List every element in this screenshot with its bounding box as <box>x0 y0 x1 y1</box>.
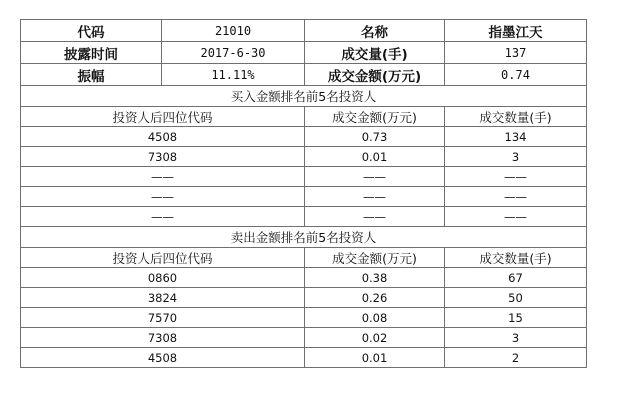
amount-cell: 0.38 <box>305 268 445 288</box>
amount-cell: —— <box>305 207 445 227</box>
sell-section-title-row <box>21 227 587 248</box>
quantity-cell: 3 <box>445 328 587 348</box>
amount-label: 成交金额(万元) <box>305 64 445 86</box>
table-row <box>21 288 587 308</box>
table-row <box>21 348 587 368</box>
column-header-quantity: 成交数量(手) <box>445 107 587 127</box>
table-row <box>21 328 587 348</box>
investor-code-cell: 4508 <box>21 348 305 368</box>
amount-cell: 0.26 <box>305 288 445 308</box>
table-row <box>21 268 587 288</box>
quantity-cell: 3 <box>445 147 587 167</box>
table-row <box>21 207 587 227</box>
header-row-date <box>21 42 587 64</box>
header-row-amplitude <box>21 64 587 86</box>
date-label: 披露时间 <box>21 42 162 64</box>
table-row <box>21 147 587 167</box>
sell-column-header-row <box>21 248 587 268</box>
quantity-cell: 2 <box>445 348 587 368</box>
quantity-cell: —— <box>445 167 587 187</box>
disclosure-sheet <box>20 19 586 368</box>
column-header-amount: 成交金额(万元) <box>305 107 445 127</box>
column-header-amount: 成交金额(万元) <box>305 248 445 268</box>
buy-section-title-row <box>21 86 587 107</box>
investor-code-cell: —— <box>21 187 305 207</box>
quantity-cell: 134 <box>445 127 587 147</box>
buy-section <box>21 86 587 227</box>
name-label: 名称 <box>305 20 445 42</box>
amount-cell: 0.02 <box>305 328 445 348</box>
volume-value: 137 <box>445 42 587 64</box>
column-header-investor-code: 投资人后四位代码 <box>21 107 305 127</box>
quantity-cell: 50 <box>445 288 587 308</box>
quantity-cell: 67 <box>445 268 587 288</box>
code-value: 21010 <box>162 20 305 42</box>
buy-section-title: 买入金额排名前5名投资人 <box>21 86 587 107</box>
amplitude-label: 振幅 <box>21 64 162 86</box>
amount-cell: 0.08 <box>305 308 445 328</box>
table-row <box>21 308 587 328</box>
quantity-cell: —— <box>445 207 587 227</box>
amount-cell: —— <box>305 187 445 207</box>
investor-code-cell: 0860 <box>21 268 305 288</box>
investor-code-cell: 3824 <box>21 288 305 308</box>
column-header-quantity: 成交数量(手) <box>445 248 587 268</box>
investor-code-cell: 7308 <box>21 328 305 348</box>
sell-section <box>21 227 587 368</box>
amount-cell: 0.73 <box>305 127 445 147</box>
investor-code-cell: 7308 <box>21 147 305 167</box>
trading-disclosure-table <box>20 19 587 368</box>
amount-cell: —— <box>305 167 445 187</box>
quantity-cell: —— <box>445 187 587 207</box>
table-row <box>21 187 587 207</box>
investor-code-cell: —— <box>21 207 305 227</box>
investor-code-cell: 4508 <box>21 127 305 147</box>
amount-value: 0.74 <box>445 64 587 86</box>
investor-code-cell: 7570 <box>21 308 305 328</box>
amplitude-value: 11.11% <box>162 64 305 86</box>
date-value: 2017-6-30 <box>162 42 305 64</box>
sell-section-title: 卖出金额排名前5名投资人 <box>21 227 587 248</box>
header-row-code <box>21 20 587 42</box>
quantity-cell: 15 <box>445 308 587 328</box>
amount-cell: 0.01 <box>305 147 445 167</box>
name-value: 指墨江天 <box>445 20 587 42</box>
column-header-investor-code: 投资人后四位代码 <box>21 248 305 268</box>
amount-cell: 0.01 <box>305 348 445 368</box>
buy-column-header-row <box>21 107 587 127</box>
code-label: 代码 <box>21 20 162 42</box>
volume-label: 成交量(手) <box>305 42 445 64</box>
table-row <box>21 127 587 147</box>
investor-code-cell: —— <box>21 167 305 187</box>
table-row <box>21 167 587 187</box>
